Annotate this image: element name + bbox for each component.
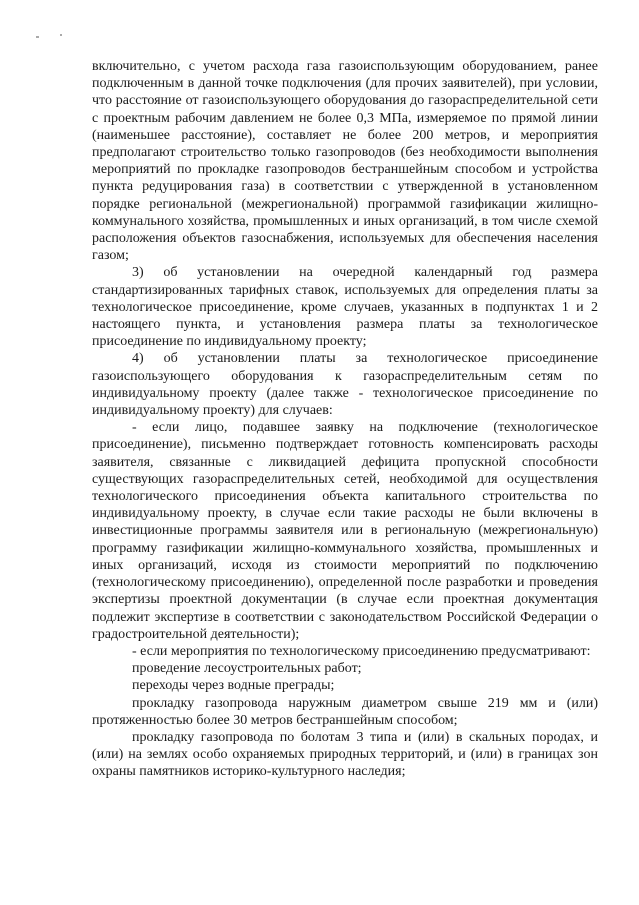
paragraph-subitem: проведение лесоустроительных работ; [132, 661, 362, 677]
paragraph-case-2: - если мероприятия по технологическому присоединению предусматривают: [132, 643, 591, 659]
paragraph-item-3: 3) об установлении на очередной календарный год размера стандартизированных тарифных ставок, используемых для определения платы за технологическое присоединение, кроме случаев, указанных в подпунктах 1 и 2 настоящего пункта, и установления размера платы за технологическое присоединение по индивидуальному проекту; [92, 265, 598, 350]
paragraph-subitem: переходы через водные преграды; [132, 678, 335, 694]
scan-speck [60, 34, 62, 36]
paragraph-case-1: - если лицо, подавшее заявку на подключение (технологическое присоединение), письменно подтверждает готовность компенсировать расходы заявителя, связанные с ликвидацией дефицита пропускной способности существующих газораспределительных сетей, необходимой для осуществления технологического присоединения объекта капитального строительства по индивидуальному проекту, в случае если такие расходы не были включены в инвестиционные программы заявителя или в региональную (межрегиональную) программу газификации жилищно-коммунального хозяйства, промышленных и иных организаций, исходя из стоимости мероприятий по подключению (технологическому присоединению), определенной после разработки и проведения экспертизы проектной документации (в случае если проектная документация подлежит экспертизе в соответствии с законодательством Российской Федерации о градостроительной деятельности); [92, 420, 598, 642]
document-body [92, 58, 598, 781]
paragraph-item-4: 4) об установлении платы за технологическое присоединение газоиспользующего оборудования к газораспределительным сетям по индивидуальному проекту (далее также - технологическое присоединение по индивидуальному проекту) для случаев: [92, 351, 598, 419]
paragraph-subitem: прокладку газопровода по болотам 3 типа и (или) в скальных породах, и (или) на землях особо охраняемых природных территорий, и (или) в границах зон охраны памятников историко-культурного наследия; [92, 729, 598, 780]
scan-speck [36, 36, 39, 38]
paragraph-continuation: включительно, с учетом расхода газа газоиспользующим оборудованием, ранее подключенным в данной точке подключения (для прочих заявителей), при условии, что расстояние от газоиспользующего оборудования до газораспределительной сети с проектным рабочим давлением не более 0,3 МПа, измеряемое по прямой линии (наименьшее расстояние), составляет не более 200 метров, и мероприятия предполагают строительство только газопроводов (без необходимости выполнения мероприятий по прокладке газопроводов бестраншейным способом и устройства пункта редуцирования газа) в соответствии с утвержденной в установленном порядке региональной (межрегиональной) программой газификации жилищно-коммунального хозяйства, промышленных и иных организаций, в том числе схемой расположения объектов газоснабжения, используемых для обеспечения населения газом; [92, 59, 598, 264]
paragraph-subitem: прокладку газопровода наружным диаметром свыше 219 мм и (или) протяженностью более 30 метров бестраншейным способом; [92, 695, 598, 728]
